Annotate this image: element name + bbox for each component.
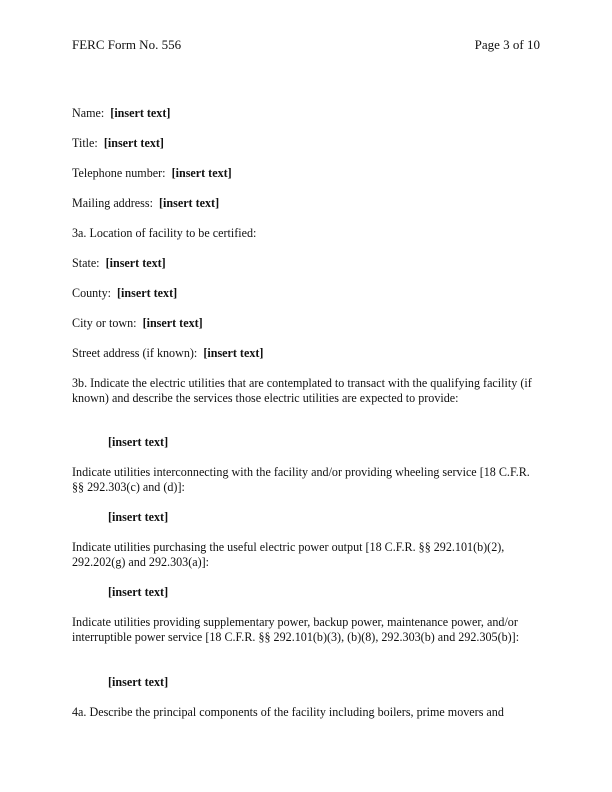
- supplementary-utilities-text: Indicate utilities providing supplementary power, backup power, maintenance power, and/or interruptible power service [18 C.F.R. §§ 292.101(b)(3), (b)(8), 292.303(b) and 292.305(b)]:: [72, 615, 520, 644]
- section-3b-value[interactable]: [insert text]: [108, 435, 169, 449]
- state-label: State:: [72, 256, 100, 270]
- telephone-value[interactable]: [insert text]: [171, 166, 232, 180]
- section-4a-text: 4a. Describe the principal components of the facility including boilers, prime movers and: [72, 705, 504, 719]
- county-field: [72, 286, 542, 301]
- section-3b-intro: 3b. Indicate the electric utilities that are contemplated to transact with the qualifying facility (if known) and describe the services those electric utilities are expected to provide:: [72, 376, 532, 405]
- street-address-label: Street address (if known):: [72, 346, 198, 360]
- street-address-value[interactable]: [insert text]: [203, 346, 264, 360]
- purchasing-utilities-value[interactable]: [insert text]: [108, 585, 169, 599]
- telephone-label: Telephone number:: [72, 166, 166, 180]
- telephone-field: [72, 166, 542, 181]
- name-label: Name:: [72, 106, 105, 120]
- city-value[interactable]: [insert text]: [142, 316, 203, 330]
- location-heading: 3a. Location of facility to be certified:: [72, 226, 257, 240]
- mailing-address-label: Mailing address:: [72, 196, 153, 210]
- county-label: County:: [72, 286, 111, 300]
- interconnecting-utilities-text: Indicate utilities interconnecting with the facility and/or providing wheeling service [18 C.F.R. §§ 292.303(c) and (d)]:: [72, 465, 530, 494]
- form-name-header: FERC Form No. 556: [72, 37, 182, 52]
- title-label: Title:: [72, 136, 98, 150]
- mailing-address-field: [72, 196, 542, 211]
- title-value[interactable]: [insert text]: [103, 136, 164, 150]
- mailing-address-value[interactable]: [insert text]: [159, 196, 220, 210]
- state-value[interactable]: [insert text]: [105, 256, 166, 270]
- city-label: City or town:: [72, 316, 137, 330]
- interconnecting-utilities-value[interactable]: [insert text]: [108, 510, 169, 524]
- state-field: [72, 256, 542, 271]
- street-address-field: [72, 346, 542, 361]
- name-field: [72, 106, 542, 121]
- purchasing-utilities-text: Indicate utilities purchasing the useful electric power output [18 C.F.R. §§ 292.101(b)(2), 292.202(g) and 292.303(a)]:: [72, 540, 505, 569]
- county-value[interactable]: [insert text]: [117, 286, 178, 300]
- supplementary-utilities-value[interactable]: [insert text]: [108, 675, 169, 689]
- city-field: [72, 316, 542, 331]
- name-value[interactable]: [insert text]: [110, 106, 171, 120]
- title-field: [72, 136, 542, 151]
- page-number-header: Page 3 of 10: [474, 37, 540, 52]
